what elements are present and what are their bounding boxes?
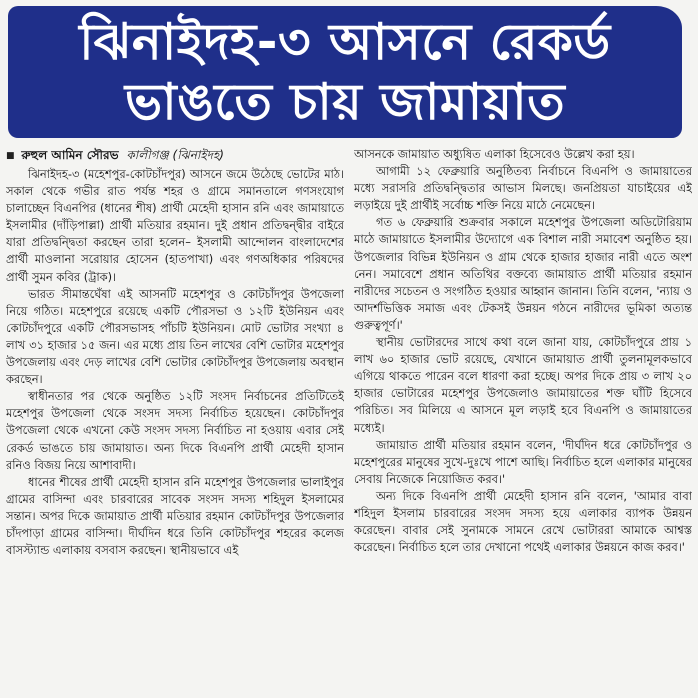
headline-banner <box>8 6 682 138</box>
article-paragraph: গত ৬ ফেব্রুয়ারি শুক্রবার সকালে মহেশপুর উপজেলা অডিটোরিয়াম মাঠে জামায়াতে ইসলামীর উদ্যোগে এক বিশাল নারী সমাবেশ অনুষ্ঠিত হয়। উপজেলার বিভিন্ন ইউনিয়ন ও গ্রাম থেকে হাজার হাজার নারী এতে অংশ নেন। সমাবেশে প্রধান অতিথির বক্তব্যে জামায়াত প্রার্থী মতিয়ার রহমান নারীদের সচেতন ও সংগঠিত হওয়ার আহ্বান জানান। তিনি বলেন, 'ন্যায় ও আদর্শভিত্তিক সমাজ এবং টেকসই উন্নয়ন গঠনে নারীদের ভূমিকা অত্যন্ত গুরুত্বপূর্ণ।' <box>354 215 692 332</box>
byline <box>6 146 344 165</box>
article-paragraph: জামায়াত প্রার্থী মতিয়ার রহমান বলেন, 'দীর্ঘদিন ধরে কোটচাঁদপুর ও মহেশপুরের মানুষের সুখে-দুঃখে পাশে আছি। নির্বাচিত হলে এলাকার মানুষের সেবায় নিজেকে নিয়োজিত করব।' <box>354 437 692 486</box>
article-paragraph: স্থানীয় ভোটারদের সাথে কথা বলে জানা যায়, কোটচাঁদপুরে প্রায় ১ লাখ ৬০ হাজার ভোট রয়েছে, যেখানে জামায়াত প্রার্থী তুলনামূলকভাবে এগিয়ে থাকতে পারেন বলে ধারণা করা হচ্ছে। অপর দিকে প্রায় ৩ লাখ ২০ হাজার ভোটারের মহেশপুর উপজেলাও জামায়াতের শক্ত ঘাঁটি হিসেবে পরিচিত। সব মিলিয়ে এ আসনে মূল লড়াই হবে বিএনপি ও জামায়াতের মধ্যেই। <box>354 335 692 435</box>
article-paragraph: ভারত সীমান্তঘেঁষা এই আসনটি মহেশপুর ও কোটচাঁদপুর উপজেলা নিয়ে গঠিত। মহেশপুরে রয়েছে একটি পৌরসভা ও ১২টি ইউনিয়ন এবং কোটচাঁদপুরে একটি পৌরসভাসহ পাঁচটি ইউনিয়ন। মোট ভোটার সংখ্যা ৪ লাখ ৩১ হাজার ১৫ জন। এর মধ্যে প্রায় তিন লাখের বেশি ভোটার মহেশপুর উপজেলায় এবং দেড় লাখের বেশি ভোটার কোটচাঁদপুর উপজেলায় অবস্থান করছেন। <box>6 286 344 387</box>
article-paragraph: অন্য দিকে বিএনপি প্রার্থী মেহেদী হাসান রনি বলেন, 'আমার বাবা শহিদুল ইসলাম চারবারের সংসদ সদস্য হয়ে এলাকার ব্যাপক উন্নয়ন করেছেন। বাবার সেই সুনামকে সামনে রেখে ভোটাররা আমাকে আশ্বস্ত করেছেন। নির্বাচিত হলে তার দেখানো পথেই এলাকার উন্নয়নে কাজ করব।' <box>354 488 692 555</box>
headline-line-1: ঝিনাইদহ-৩ আসনে রেকর্ড <box>79 13 611 71</box>
byline-author: রুহুল আমিন সৌরভ <box>21 148 119 162</box>
article-paragraph: স্বাধীনতার পর থেকে অনুষ্ঠিত ১২টি সংসদ নির্বাচনের প্রতিটিতেই মহেশপুর উপজেলা থেকে সংসদ সদস্য নির্বাচিত হয়েছেন। কোটচাঁদপুর উপজেলা থেকে এখনো কেউ সংসদ সদস্য নির্বাচিত না হওয়ায় এবার সেই রেকর্ড ভাঙতে চায় জামায়াত। অন্য দিকে বিএনপি প্রার্থী মেহেদী হাসান রনিও বিজয় নিয়ে আশাবাদী। <box>6 389 344 472</box>
article-paragraph: ঝিনাইদহ-৩ (মহেশপুর-কোটচাঁদপুর) আসনে জমে উঠেছে ভোটের মাঠ। সকাল থেকে গভীর রাত পর্যন্ত শহর ও গ্রামে সমানতালে গণসংযোগ চালাচ্ছেন বিএনপির (ধানের শীষ) প্রার্থী মেহেদী হাসান রনি এবং জামায়াতে ইসলামীর (দাঁড়িপাল্লা) প্রার্থী মতিয়ার রহমান। দুই প্রধান প্রতিদ্বন্দ্বীর বাইরে যারা প্রতিদ্বন্দ্বিতা করছেন তারা হলেন– ইসলামী আন্দোলন বাংলাদেশের প্রার্থী মাওলানা সরোয়ার হোসেন (হাতপাখা) এবং গণঅধিকার পরিষদের প্রার্থী সুমন কবির (ট্রাক)। <box>6 167 344 284</box>
article-paragraph: আগামী ১২ ফেব্রুয়ারি অনুষ্ঠিতব্য নির্বাচনে বিএনপি ও জামায়াতের মধ্যে সরাসরি প্রতিদ্বন্দ্বিতার আভাস মিলছে। জনপ্রিয়তা যাচাইয়ের এই লড়াইয়ে দুই প্রার্থীই সর্বোচ্চ শক্তি নিয়ে মাঠে নেমেছেন। <box>354 164 692 213</box>
byline-bullet-icon: ■ <box>6 151 15 161</box>
byline-location: কালীগঞ্জ (ঝিনাইদহ) <box>126 148 224 162</box>
article-paragraph-continued: আসনকে জামায়াত অধ্যুষিত এলাকা হিসেবেও উল্লেখ করা হয়। <box>354 147 635 161</box>
article-column-left <box>6 146 344 694</box>
article-body <box>6 146 692 694</box>
article-paragraph: ধানের শীষের প্রার্থী মেহেদী হাসান রনি মহেশপুর উপজেলার ভালাইপুর গ্রামের বাসিন্দা এবং চারবারের সাবেক সংসদ সদস্য শহিদুল ইসলামের সন্তান। অপর দিকে জামায়াত প্রার্থী মতিয়ার রহমান কোটচাঁদপুর উপজেলার চাঁদপাড়া গ্রামের বাসিন্দা। দীর্ঘদিন ধরে তিনি কোটচাঁদপুর শহরের কলেজ বাসস্ট্যান্ড এলাকায় বসবাস করছেন। স্থানীয়ভাবে এই <box>6 474 344 558</box>
headline-line-2: ভাঙতে চায় জামায়াত <box>124 73 566 131</box>
article-column-right <box>354 146 692 694</box>
